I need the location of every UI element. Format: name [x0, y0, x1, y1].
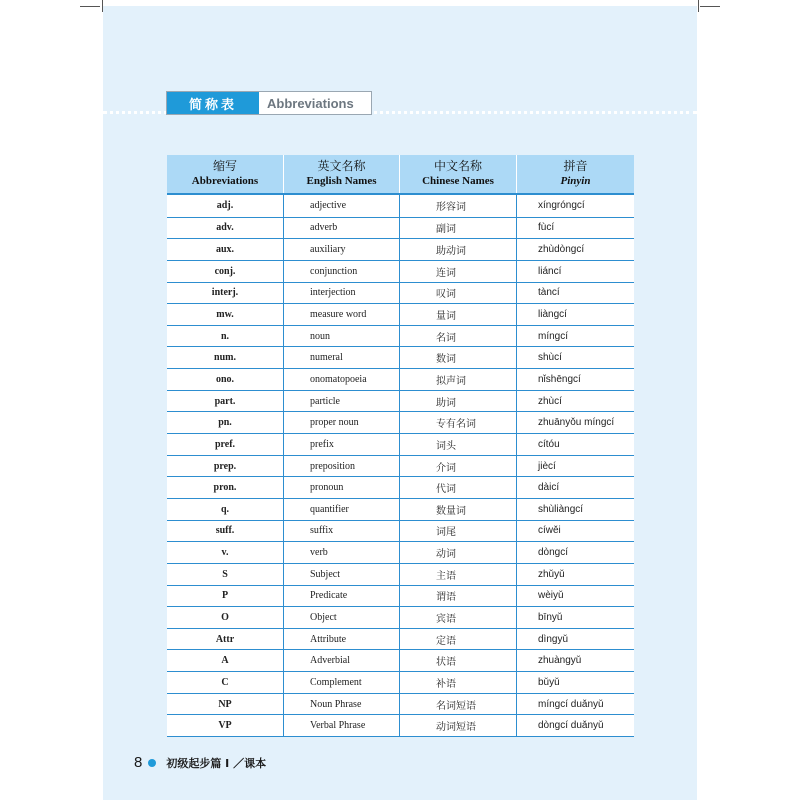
english-name-cell: onomatopoeia: [284, 369, 400, 390]
abbr-cell: A: [167, 650, 284, 671]
column-header-cn: 拼音: [563, 159, 588, 173]
column-header-english-names: [284, 155, 400, 193]
page-number: 8: [134, 754, 143, 771]
chinese-name-cell: 定语: [400, 629, 517, 650]
abbr-cell: P: [167, 586, 284, 607]
english-name-cell: suffix: [284, 521, 400, 542]
column-header-en: Chinese Names: [422, 175, 494, 187]
page-footer: [134, 754, 266, 771]
table-row: [167, 390, 634, 412]
table-row: [167, 628, 634, 650]
abbr-cell: ono.: [167, 369, 284, 390]
crop-mark: [80, 6, 100, 7]
english-name-cell: noun: [284, 326, 400, 347]
table-row: [167, 714, 634, 736]
abbr-cell: adv.: [167, 218, 284, 239]
pinyin-cell: zhùdòngcí: [538, 244, 585, 256]
table-row: [167, 217, 634, 239]
abbr-cell: Attr: [167, 629, 284, 650]
pinyin-cell: tàncí: [538, 287, 560, 299]
table-row: [167, 368, 634, 390]
column-header-abbreviations: [167, 155, 284, 193]
chinese-name-cell: 宾语: [400, 607, 517, 628]
column-header-en: English Names: [306, 175, 377, 187]
table-body: [167, 195, 634, 736]
english-name-cell: preposition: [284, 456, 400, 477]
chinese-name-cell: 动词短语: [400, 715, 517, 736]
pinyin-cell: cítóu: [538, 438, 560, 450]
chinese-name-cell: 专有名词: [400, 412, 517, 433]
abbreviations-table: [167, 155, 634, 737]
abbr-cell: mw.: [167, 304, 284, 325]
chinese-name-cell: 拟声词: [400, 369, 517, 390]
table-row: [167, 325, 634, 347]
table-header: [167, 155, 634, 195]
chinese-name-cell: 代词: [400, 477, 517, 498]
table-row: [167, 498, 634, 520]
column-header-cn: 英文名称: [317, 159, 366, 173]
english-name-cell: numeral: [284, 347, 400, 368]
table-row: [167, 671, 634, 693]
abbr-cell: pref.: [167, 434, 284, 455]
chinese-name-cell: 形容词: [400, 195, 517, 217]
abbr-cell: interj.: [167, 283, 284, 304]
pinyin-cell: dòngcí duǎnyǔ: [538, 720, 604, 732]
pinyin-cell: zhuānyǒu míngcí: [538, 417, 615, 429]
abbr-cell: prep.: [167, 456, 284, 477]
english-name-cell: Verbal Phrase: [284, 715, 400, 736]
english-name-cell: Attribute: [284, 629, 400, 650]
chinese-name-cell: 词头: [400, 434, 517, 455]
chinese-name-cell: 名词: [400, 326, 517, 347]
english-name-cell: Predicate: [284, 586, 400, 607]
book-title: 初级起步篇 I ／课本: [166, 756, 267, 770]
abbr-cell: O: [167, 607, 284, 628]
chinese-name-cell: 数量词: [400, 499, 517, 520]
table-row: [167, 195, 634, 217]
english-name-cell: Object: [284, 607, 400, 628]
abbr-cell: S: [167, 564, 284, 585]
abbr-cell: pn.: [167, 412, 284, 433]
table-row: [167, 693, 634, 715]
abbr-cell: conj.: [167, 261, 284, 282]
table-row: [167, 585, 634, 607]
pinyin-cell: shùcí: [538, 352, 562, 364]
abbr-cell: NP: [167, 694, 284, 715]
table-row: [167, 433, 634, 455]
column-header-cn: 缩写: [212, 159, 237, 173]
abbr-cell: num.: [167, 347, 284, 368]
crop-mark: [698, 0, 699, 12]
chinese-name-cell: 量词: [400, 304, 517, 325]
bullet-dot-icon: [148, 759, 156, 767]
table-row: [167, 282, 634, 304]
table-row: [167, 260, 634, 282]
abbr-cell: VP: [167, 715, 284, 736]
english-name-cell: Adverbial: [284, 650, 400, 671]
chinese-name-cell: 数词: [400, 347, 517, 368]
pinyin-cell: dòngcí: [538, 547, 569, 559]
english-name-cell: Subject: [284, 564, 400, 585]
pinyin-cell: míngcí: [538, 330, 569, 342]
pinyin-cell: fùcí: [538, 222, 555, 234]
abbr-cell: q.: [167, 499, 284, 520]
table-row: [167, 346, 634, 368]
english-name-cell: adjective: [284, 195, 400, 217]
pinyin-cell: dàicí: [538, 482, 560, 494]
abbr-cell: adj.: [167, 195, 284, 217]
section-title-english: Abbreviations: [267, 95, 354, 111]
pinyin-cell: cíwěi: [538, 525, 561, 537]
english-name-cell: adverb: [284, 218, 400, 239]
english-name-cell: verb: [284, 542, 400, 563]
chinese-name-cell: 连词: [400, 261, 517, 282]
table-row: [167, 649, 634, 671]
pinyin-cell: wèiyǔ: [538, 590, 564, 602]
chinese-name-cell: 状语: [400, 650, 517, 671]
crop-mark: [700, 6, 720, 7]
pinyin-cell: dìngyǔ: [538, 633, 569, 645]
section-title: [166, 91, 372, 115]
english-name-cell: auxiliary: [284, 239, 400, 260]
table-row: [167, 476, 634, 498]
pinyin-cell: xíngróngcí: [538, 200, 585, 212]
table-row: [167, 303, 634, 325]
column-header-en: Abbreviations: [191, 175, 259, 187]
column-header-pinyin: [517, 155, 634, 193]
chinese-name-cell: 补语: [400, 672, 517, 693]
chinese-name-cell: 助动词: [400, 239, 517, 260]
crop-mark: [102, 0, 103, 12]
pinyin-cell: jiècí: [538, 460, 556, 472]
table-row: [167, 520, 634, 542]
english-name-cell: Complement: [284, 672, 400, 693]
table-row: [167, 541, 634, 563]
table-row: [167, 411, 634, 433]
abbr-cell: C: [167, 672, 284, 693]
chinese-name-cell: 叹词: [400, 283, 517, 304]
abbr-cell: suff.: [167, 521, 284, 542]
chinese-name-cell: 名词短语: [400, 694, 517, 715]
abbr-cell: n.: [167, 326, 284, 347]
pinyin-cell: míngcí duǎnyǔ: [538, 698, 604, 710]
pinyin-cell: zhuàngyǔ: [538, 655, 582, 667]
table-row: [167, 606, 634, 628]
abbr-cell: pron.: [167, 477, 284, 498]
chinese-name-cell: 主语: [400, 564, 517, 585]
pinyin-cell: liàngcí: [538, 309, 567, 321]
table-row: [167, 563, 634, 585]
section-title-chinese: 简称表: [167, 92, 259, 114]
column-header-en: Pinyin: [560, 175, 591, 187]
pinyin-cell: nǐshēngcí: [538, 373, 581, 385]
english-name-cell: particle: [284, 391, 400, 412]
table-row: [167, 455, 634, 477]
column-header-chinese-names: [400, 155, 517, 193]
abbr-cell: aux.: [167, 239, 284, 260]
english-name-cell: pronoun: [284, 477, 400, 498]
chinese-name-cell: 词尾: [400, 521, 517, 542]
pinyin-cell: shùliàngcí: [538, 503, 584, 515]
english-name-cell: proper noun: [284, 412, 400, 433]
table-row: [167, 238, 634, 260]
pinyin-cell: bǔyǔ: [538, 676, 560, 688]
abbr-cell: part.: [167, 391, 284, 412]
chinese-name-cell: 助词: [400, 391, 517, 412]
english-name-cell: measure word: [284, 304, 400, 325]
english-name-cell: prefix: [284, 434, 400, 455]
chinese-name-cell: 副词: [400, 218, 517, 239]
chinese-name-cell: 介词: [400, 456, 517, 477]
pinyin-cell: zhǔyǔ: [538, 568, 565, 580]
column-header-cn: 中文名称: [433, 159, 482, 173]
pinyin-cell: bīnyǔ: [538, 611, 563, 623]
english-name-cell: interjection: [284, 283, 400, 304]
chinese-name-cell: 谓语: [400, 586, 517, 607]
english-name-cell: quantifier: [284, 499, 400, 520]
chinese-name-cell: 动词: [400, 542, 517, 563]
pinyin-cell: liáncí: [538, 265, 562, 277]
english-name-cell: Noun Phrase: [284, 694, 400, 715]
abbr-cell: v.: [167, 542, 284, 563]
english-name-cell: conjunction: [284, 261, 400, 282]
pinyin-cell: zhùcí: [538, 395, 562, 407]
